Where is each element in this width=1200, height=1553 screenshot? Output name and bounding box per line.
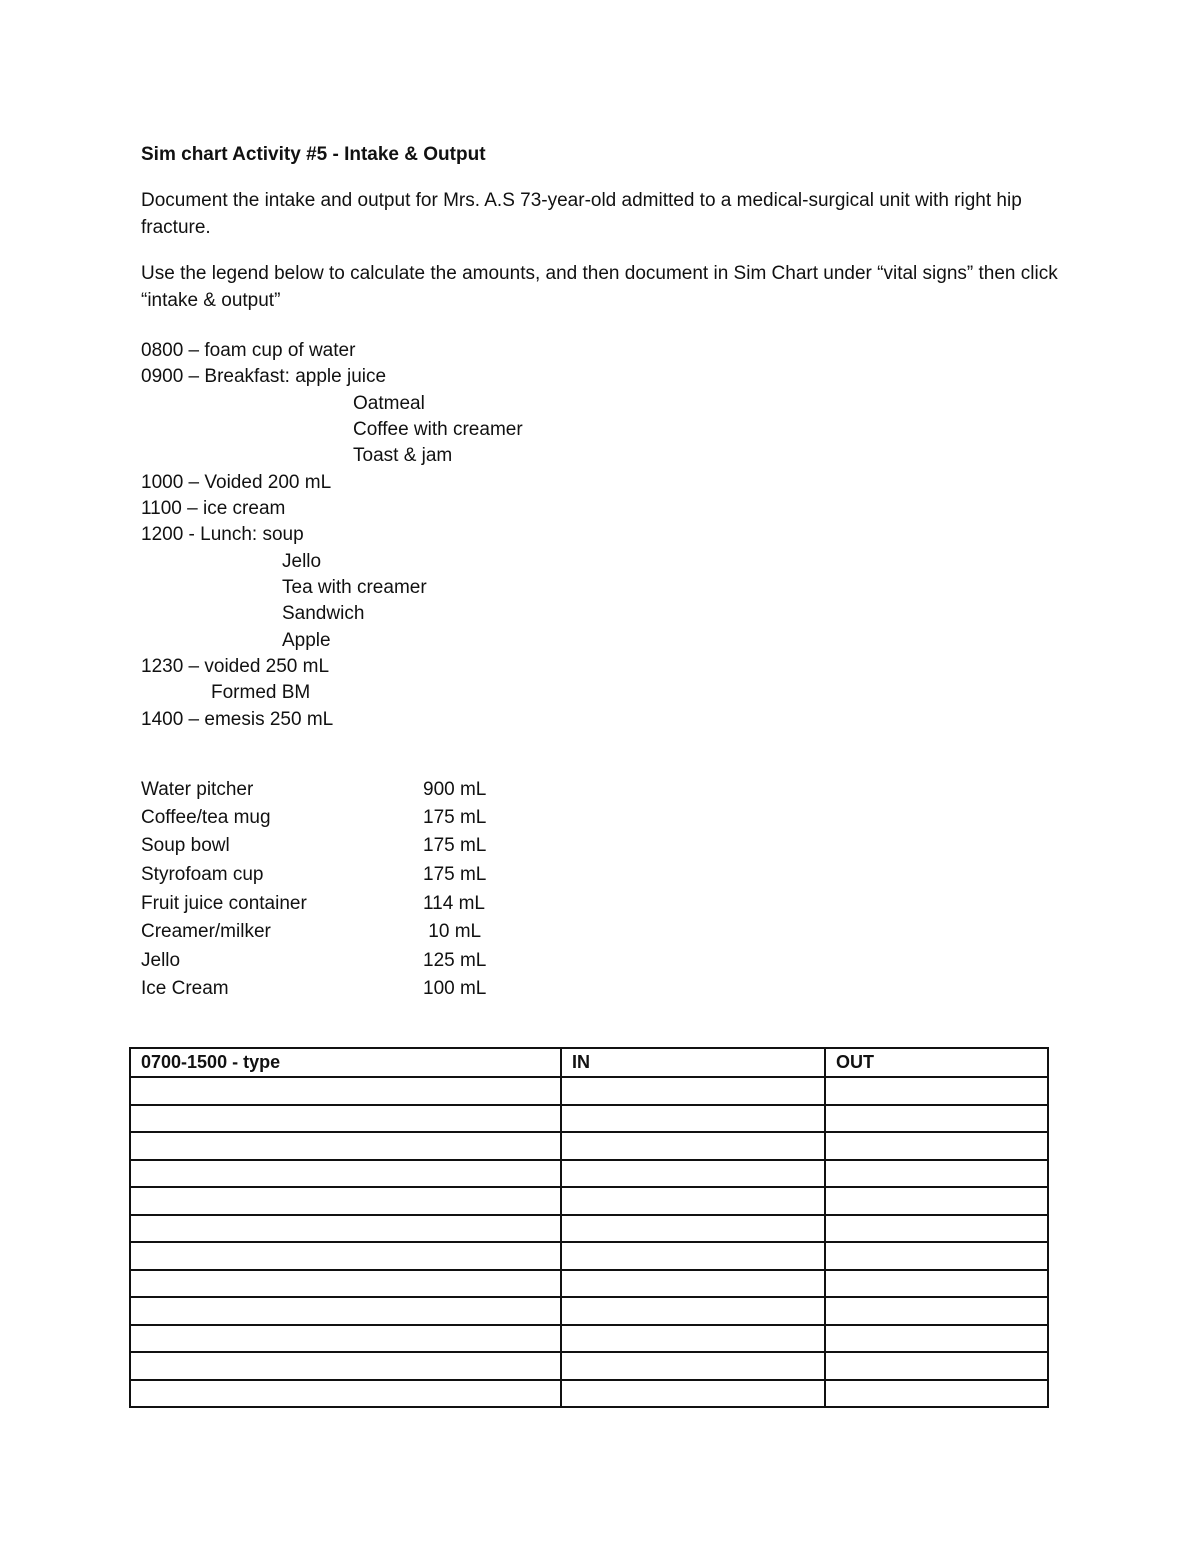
legend-row-styrofoam-cup [141,864,501,892]
table-row [130,1325,1048,1353]
in-cell[interactable] [561,1077,825,1105]
legend-amount: 175 mL [423,864,487,885]
legend-amount: 125 mL [423,950,487,971]
table-row [130,1297,1048,1325]
page-title: Sim chart Activity #5 - Intake & Output [141,144,486,165]
type-cell[interactable] [130,1105,561,1133]
event-1200: 1200 - Lunch: soup [141,524,304,545]
breakfast-item-oatmeal: Oatmeal [353,393,425,414]
legend-row-water-pitcher [141,779,501,807]
breakfast-item-toast: Toast & jam [353,445,453,466]
event-1400: 1400 – emesis 250 mL [141,709,334,730]
legend-name: Water pitcher [141,779,254,800]
in-cell[interactable] [561,1297,825,1325]
in-cell[interactable] [561,1105,825,1133]
event-0800: 0800 – foam cup of water [141,340,356,361]
type-cell[interactable] [130,1270,561,1298]
legend-amount: 900 mL [423,779,487,800]
legend-row-soup-bowl [141,835,501,863]
instructions-paragraph-1: Document the intake and output for Mrs. A.S 73-year-old admitted to a medical-surgical unit with right hip fracture. [141,190,1022,238]
table-row [130,1105,1048,1133]
in-cell[interactable] [561,1270,825,1298]
legend-name: Jello [141,950,181,971]
in-cell[interactable] [561,1132,825,1160]
event-1000: 1000 – Voided 200 mL [141,472,332,493]
header-out: OUT [825,1048,1048,1077]
legend-row-jello [141,950,501,978]
out-cell[interactable] [825,1380,1048,1408]
legend-row-ice-cream [141,978,501,1006]
legend-name: Fruit juice container [141,893,307,914]
legend-row-fruit-juice-container [141,893,501,921]
type-cell[interactable] [130,1077,561,1105]
table-row [130,1380,1048,1408]
event-1230-bm: Formed BM [211,682,311,703]
lunch-item-jello: Jello [282,551,322,572]
out-cell[interactable] [825,1132,1048,1160]
out-cell[interactable] [825,1297,1048,1325]
legend-row-creamer-milker [141,921,501,949]
instructions-paragraph-2: Use the legend below to calculate the amounts, and then document in Sim Chart under “vital signs” then click “intake & output” [141,263,1058,311]
type-cell[interactable] [130,1352,561,1380]
out-cell[interactable] [825,1325,1048,1353]
type-cell[interactable] [130,1215,561,1243]
header-type: 0700-1500 - type [130,1048,561,1077]
legend-name: Styrofoam cup [141,864,264,885]
in-cell[interactable] [561,1325,825,1353]
header-in: IN [561,1048,825,1077]
table-row [130,1187,1048,1215]
in-cell[interactable] [561,1215,825,1243]
in-cell[interactable] [561,1380,825,1408]
type-cell[interactable] [130,1325,561,1353]
type-cell[interactable] [130,1187,561,1215]
in-cell[interactable] [561,1160,825,1188]
out-cell[interactable] [825,1077,1048,1105]
type-cell[interactable] [130,1242,561,1270]
out-cell[interactable] [825,1187,1048,1215]
legend-name: Coffee/tea mug [141,807,271,828]
event-1230: 1230 – voided 250 mL [141,656,330,677]
type-cell[interactable] [130,1297,561,1325]
legend-row-coffee-tea-mug [141,807,501,835]
in-cell[interactable] [561,1352,825,1380]
legend-name: Creamer/milker [141,921,271,942]
type-cell[interactable] [130,1380,561,1408]
table-row [130,1077,1048,1105]
lunch-item-sandwich: Sandwich [282,603,365,624]
out-cell[interactable] [825,1270,1048,1298]
out-cell[interactable] [825,1105,1048,1133]
lunch-item-apple: Apple [282,630,331,651]
legend-amount: 114 mL [423,893,485,914]
table-row [130,1215,1048,1243]
legend-amount: 100 mL [423,978,487,999]
out-cell[interactable] [825,1242,1048,1270]
table-row [130,1352,1048,1380]
legend-amount: 175 mL [423,835,487,856]
legend-amount: 175 mL [423,807,487,828]
table-row [130,1242,1048,1270]
table-row [130,1270,1048,1298]
lunch-item-tea: Tea with creamer [282,577,427,598]
type-cell[interactable] [130,1132,561,1160]
table-header-row [130,1048,1048,1077]
out-cell[interactable] [825,1352,1048,1380]
legend-name: Ice Cream [141,978,229,999]
legend-name: Soup bowl [141,835,230,856]
breakfast-item-coffee: Coffee with creamer [353,419,523,440]
type-cell[interactable] [130,1160,561,1188]
event-1100: 1100 – ice cream [141,498,286,519]
intake-output-table [129,1047,1049,1408]
legend-amount: 10 mL [423,921,482,942]
in-cell[interactable] [561,1187,825,1215]
event-0900: 0900 – Breakfast: apple juice [141,366,387,387]
in-cell[interactable] [561,1242,825,1270]
table-row [130,1160,1048,1188]
out-cell[interactable] [825,1160,1048,1188]
out-cell[interactable] [825,1215,1048,1243]
table-row [130,1132,1048,1160]
